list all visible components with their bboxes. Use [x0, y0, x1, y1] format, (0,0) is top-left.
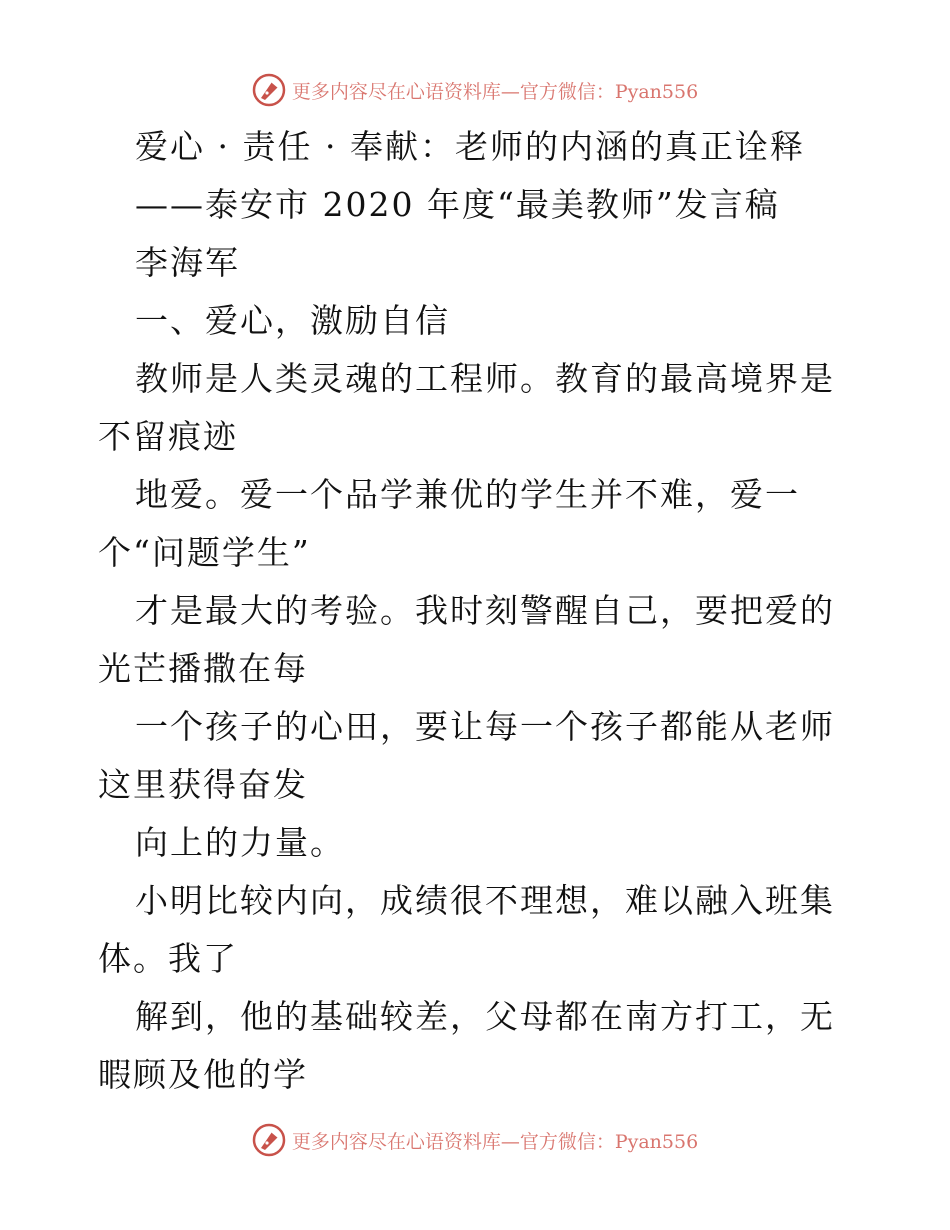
watermark-text: 更多内容尽在心语资料库—官方微信：Pyan556 [291, 1130, 699, 1153]
document-author: 李海军 [135, 243, 240, 282]
pen-nib-logo-icon [252, 73, 286, 107]
document-title: 爱心 · 责任 · 奉献：老师的内涵的真正诠释 [135, 127, 805, 166]
paragraph-line: 解到，他的基础较差，父母都在南方打工，无暇顾及他的学 [98, 997, 835, 1094]
section-heading: 一、爱心，激励自信 [135, 301, 450, 340]
paragraph-line: 一个孩子的心田，要让每一个孩子都能从老师这里获得奋发 [98, 707, 835, 804]
document-subtitle: ——泰安市 2020 年度“最美教师”发言稿 [135, 185, 780, 224]
document-body [98, 118, 858, 1104]
header-watermark [0, 70, 950, 110]
paragraph-line: 地爱。爱一个品学兼优的学生并不难，爱一个“问题学生” [98, 475, 800, 572]
paragraph-line: 小明比较内向，成绩很不理想，难以融入班集体。我了 [98, 881, 835, 978]
watermark-text: 更多内容尽在心语资料库—官方微信：Pyan556 [291, 80, 699, 103]
paragraph-line: 教师是人类灵魂的工程师。教育的最高境界是不留痕迹 [98, 359, 835, 456]
pen-nib-logo-icon [252, 1123, 286, 1157]
paragraph-line: 才是最大的考验。我时刻警醒自己，要把爱的光芒播撒在每 [98, 591, 835, 688]
paragraph-line: 向上的力量。 [135, 823, 345, 862]
footer-watermark [0, 1120, 950, 1160]
